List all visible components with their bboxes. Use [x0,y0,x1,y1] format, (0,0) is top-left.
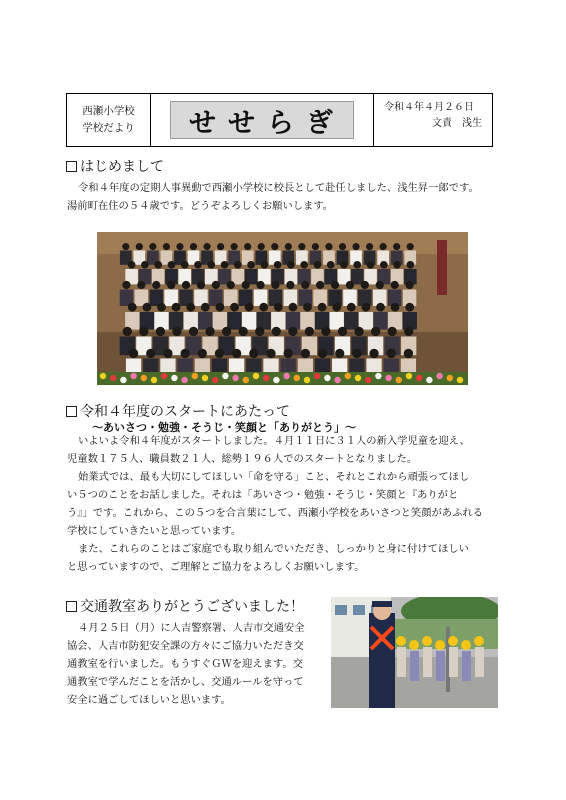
issue-info [374,94,492,146]
title-cell [151,94,374,146]
traffic-line-2: 協会、人吉市防犯安全課の方々にご協力いただき交 [67,640,304,652]
start-line-7: また、これらのことはご家庭でも取り組んでいただき、しっかりと身に付けてほしい [78,543,469,555]
start-line-8: と思っていますので、ご理解とご協力をよろしくお願いします。 [67,561,365,573]
issue-date: 令和４年４月２６日 [384,102,474,113]
newsletter-header [66,93,493,147]
section-subtitle-motto: ～あいさつ・勉強・そうじ・笑顔と「ありがとう」～ [92,421,356,434]
checkbox-square-icon [66,406,77,417]
section-title-start: 令和４年度のスタートにあたって [66,401,290,421]
newsletter-title: せせらぎ [170,101,354,139]
checkbox-square-icon [66,601,77,612]
newsletter-label: 学校だより [82,122,135,134]
school-name: 西瀬小学校 [82,105,135,117]
traffic-line-4: 通教室で学んだことを活かし、交通ルールを守って [67,676,304,688]
start-line-3: 始業式では、最も大切にしてほしい「命を守る」こと、それとこれから頑張ってほし [78,471,470,483]
start-line-5: う』」です。これから、この５つを合言葉にして、西瀬小学校をあいさつと笑顔があふれる [67,507,483,519]
section-title-greeting: はじめまして [66,156,164,176]
start-line-1: いよいよ令和４年度がスタートしました。４月１１日に３１人の新入学児童を迎え、 [78,435,470,447]
school-info [67,94,151,146]
traffic-class-photo [331,597,498,708]
greeting-line-2: 湯前町在住の５４歳です。どうぞよろしくお願いします。 [67,200,334,212]
traffic-line-1: ４月２５日（月）に人吉警察署、人吉市交通安全 [78,622,305,634]
start-line-2: 児童数１７５人、職員数２１人、総勢１９６人でのスタートとなりました。 [67,453,418,465]
traffic-line-5: 安全に過ごしてほしいと思います。 [67,694,231,706]
section-title-traffic: 交通教室ありがとうございました！ [66,596,304,616]
group-photo [97,232,468,385]
checkbox-square-icon [66,161,77,172]
traffic-line-3: 通教室を行いました。もうすぐＧＷを迎えます。交 [67,658,304,670]
start-line-6: 学校にしていきたいと思っています。 [67,525,242,537]
greeting-line-1: 令和４年度の定期人事異動で西瀬小学校に校長として赴任しました、浅生昇一郎です。 [78,182,479,194]
issue-author: 文責 浅生 [432,118,482,129]
start-line-4: い５つのことをお話しました。それは「あいさつ・勉強・そうじ・笑顔と『ありがと [67,489,459,501]
